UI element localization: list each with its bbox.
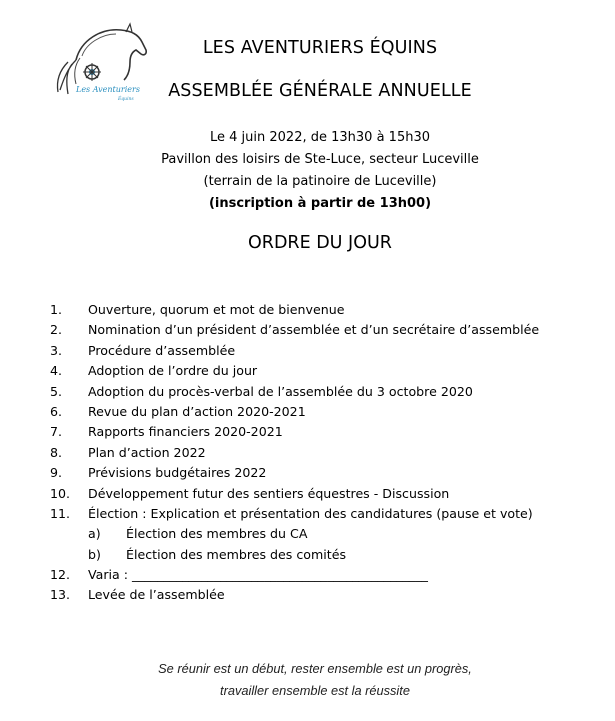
agenda-heading: ORDRE DU JOUR (248, 233, 392, 253)
agenda-item-text: Élection : Explication et présentation des candidatures (pause et vote) (88, 505, 533, 521)
agenda-subitem (50, 546, 539, 566)
agenda-item-number: 7. (50, 424, 63, 440)
agenda-item-number: 3. (50, 342, 63, 358)
agenda-subitem-letter: b) (88, 546, 101, 562)
agenda-item-text: Ouverture, quorum et mot de bienvenue (88, 302, 345, 317)
agenda-item (50, 464, 539, 484)
agenda-item (50, 362, 539, 382)
logo-subtext: Équins (118, 97, 134, 102)
agenda-list (50, 301, 539, 607)
agenda-item (50, 342, 539, 362)
agenda-item-text: Rapports financiers 2020-2021 (88, 424, 283, 440)
agenda-item-text: Adoption de l’ordre du jour (88, 363, 258, 379)
event-location: Pavillon des loisirs de Ste-Luce, secteur Luceville (161, 152, 479, 167)
agenda-item-number: 11. (50, 505, 71, 521)
registration-time: (inscription à partir de 13h00) (208, 196, 432, 211)
agenda-item-text: Revue du plan d’action 2020-2021 (88, 403, 306, 419)
agenda-item (50, 505, 539, 525)
agenda-item-number: 5. (50, 383, 63, 399)
agenda-item-text: Levée de l’assemblée (88, 587, 225, 603)
agenda-item-number: 12. (50, 567, 71, 583)
agenda-item (50, 301, 539, 321)
agenda-subitem-text: Élection des membres du CA (126, 526, 308, 542)
agenda-item-number: 13. (50, 587, 71, 603)
agenda-item (50, 321, 539, 341)
agenda-item (50, 423, 539, 443)
agenda-item-number: 8. (50, 444, 63, 460)
closing-quote-line-2: travailler ensemble est la réussite (220, 683, 410, 698)
agenda-item-text: Prévisions budgétaires 2022 (88, 465, 267, 481)
agenda-item-number: 2. (50, 322, 63, 338)
event-title: ASSEMBLÉE GÉNÉRALE ANNUELLE (168, 81, 472, 101)
agenda-subitem-letter: a) (88, 526, 101, 542)
logo-text: Les Aventuriers (76, 85, 140, 94)
agenda-item-text: Procédure d’assemblée (88, 342, 236, 358)
agenda-item (50, 444, 539, 464)
agenda-item-text: Varia : _______________________________________________ (88, 567, 428, 583)
agenda-item-text: Adoption du procès-verbal de l’assemblée du 3 octobre 2020 (88, 383, 473, 399)
agenda-item-number: 4. (50, 363, 63, 379)
agenda-item-number: 9. (50, 465, 63, 481)
agenda-item-number: 6. (50, 403, 63, 419)
event-date-time: Le 4 juin 2022, de 13h30 à 15h30 (210, 130, 430, 145)
agenda-subitem-text: Élection des membres des comités (126, 546, 347, 562)
organization-name: LES AVENTURIERS ÉQUINS (202, 38, 438, 58)
agenda-item (50, 383, 539, 403)
event-location-detail: (terrain de la patinoire de Luceville) (203, 174, 437, 189)
closing-quote-line-1: Se réunir est un début, rester ensemble est un progrès, (158, 661, 472, 676)
agenda-item-text: Plan d’action 2022 (88, 444, 206, 460)
agenda-item-number: 1. (50, 302, 63, 317)
agenda-item-number: 10. (50, 485, 71, 501)
agenda-item (50, 586, 539, 606)
agenda-item (50, 485, 539, 505)
agenda-subitem (50, 525, 539, 545)
agenda-item-text: Nomination d’un président d’assemblée et d’un secrétaire d’assemblée (88, 322, 540, 338)
agenda-item (50, 403, 539, 423)
agenda-item-text: Développement futur des sentiers équestres - Discussion (88, 485, 450, 501)
agenda-item (50, 566, 539, 586)
